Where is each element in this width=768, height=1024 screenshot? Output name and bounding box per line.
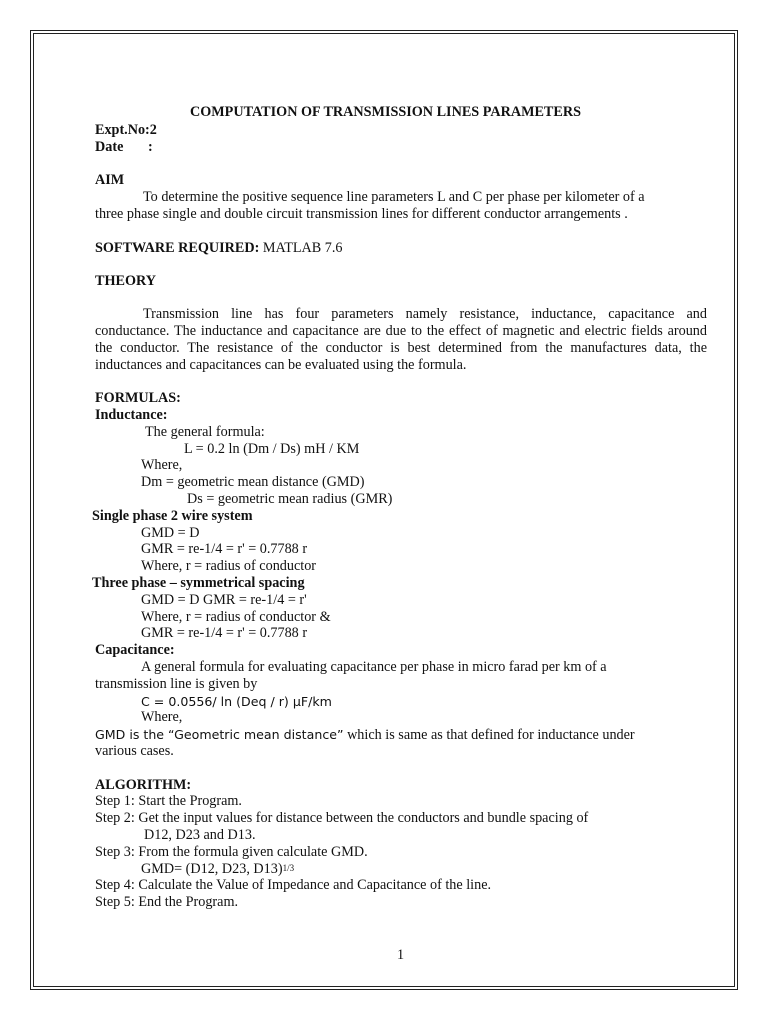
- aim-line-1: To determine the positive sequence line parameters L and C per phase per kilometer of a: [143, 189, 645, 205]
- three-phase-heading: Three phase – symmetrical spacing: [92, 575, 305, 591]
- gmd-gmr-formula: GMD = D GMR = re-1/4 = r': [141, 592, 307, 608]
- various-cases: various cases.: [95, 743, 174, 759]
- inductance-heading: Inductance:: [95, 407, 168, 423]
- algorithm-step-3: Step 3: From the formula given calculate GMD.: [95, 844, 368, 860]
- capacitance-formula: C = 0.0556/ ln (Deq / r) μF/km: [141, 694, 332, 709]
- where-radius-2: Where, r = radius of conductor &: [141, 609, 331, 625]
- where-label-2: Where,: [141, 709, 183, 725]
- algorithm-step-4: Step 4: Calculate the Value of Impedance and Capacitance of the line.: [95, 877, 492, 893]
- gmd-sentence: [95, 726, 635, 744]
- general-formula-label: The general formula:: [145, 424, 265, 440]
- algorithm-step-2-continued: D12, D23 and D13.: [144, 827, 256, 843]
- software-value: MATLAB 7.6: [262, 240, 343, 256]
- date-label: Date: [95, 139, 124, 155]
- gmd-formula-exponent: 1/3: [282, 863, 295, 873]
- page-number: 1: [397, 947, 405, 963]
- capacitance-line-1: A general formula for evaluating capacitance per phase in micro farad per km of a: [141, 659, 607, 675]
- formulas-heading: FORMULAS:: [95, 390, 181, 406]
- ds-definition: Ds = geometric mean radius (GMR): [187, 491, 393, 507]
- gmr-formula-2: GMR = re-1/4 = r' = 0.7788 r: [141, 625, 308, 641]
- document-title: COMPUTATION OF TRANSMISSION LINES PARAMETERS: [190, 104, 581, 120]
- gmd-equals-d: GMD = D: [141, 525, 200, 541]
- dm-definition: Dm = geometric mean distance (GMD): [141, 474, 365, 490]
- theory-paragraph: Transmission line has four parameters namely resistance, inductance, capacitance and conductance. The inductance and capacitance are due to the effect of magnetic and electric fields around the conductor. The resistance of the conductor is best determined from the manufactures data, the inductances and capacitances can be evaluated using the formula.: [95, 306, 707, 373]
- aim-heading: AIM: [95, 172, 125, 188]
- gmd-formula: [141, 861, 294, 878]
- algorithm-step-2: Step 2: Get the input values for distance between the conductors and bundle spacing of: [95, 810, 589, 826]
- algorithm-step-1: Step 1: Start the Program.: [95, 793, 242, 809]
- where-radius-1: Where, r = radius of conductor: [141, 558, 317, 574]
- theory-heading: THEORY: [95, 273, 156, 289]
- date-colon: :: [148, 139, 153, 155]
- software-required: [95, 240, 343, 257]
- expt-no: Expt.No:2: [95, 122, 157, 138]
- capacitance-line-2: transmission line is given by: [95, 676, 258, 692]
- capacitance-heading: Capacitance:: [95, 642, 175, 658]
- algorithm-step-5: Step 5: End the Program.: [95, 894, 239, 910]
- gmd-sentence-start: GMD is the “Geometric mean distance”: [95, 727, 344, 742]
- gmd-formula-base: GMD= (D12, D23, D13): [141, 861, 283, 877]
- algorithm-heading: ALGORITHM:: [95, 777, 192, 793]
- inductance-formula: L = 0.2 ln (Dm / Ds) mH / KM: [184, 441, 360, 457]
- software-label: SOFTWARE REQUIRED:: [95, 240, 260, 256]
- gmd-sentence-end: which is same as that defined for inductance under: [343, 727, 635, 743]
- where-label-1: Where,: [141, 457, 183, 473]
- gmr-formula-1: GMR = re-1/4 = r' = 0.7788 r: [141, 541, 308, 557]
- aim-line-2: three phase single and double circuit transmission lines for different conductor arrangements .: [95, 206, 628, 222]
- single-phase-heading: Single phase 2 wire system: [92, 508, 253, 524]
